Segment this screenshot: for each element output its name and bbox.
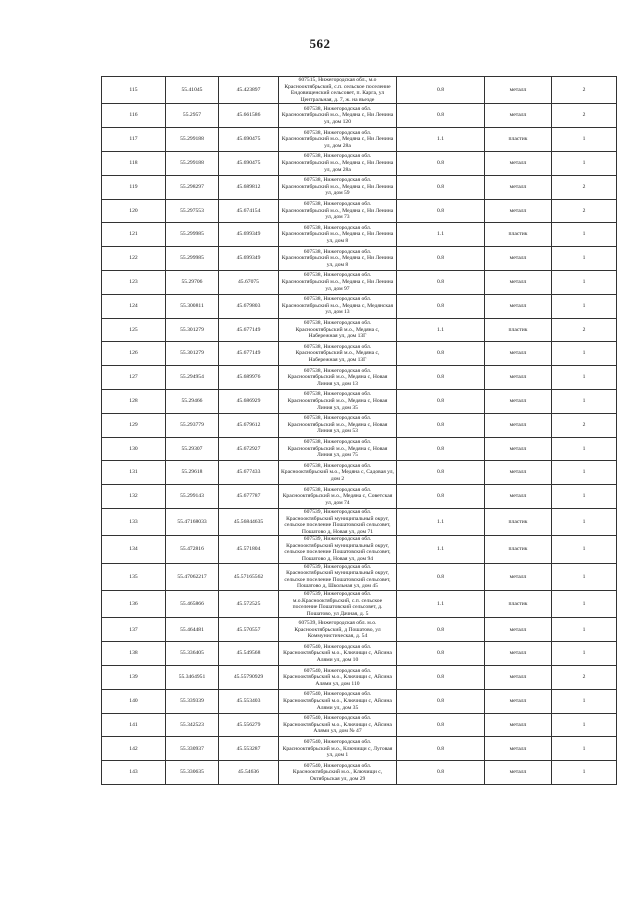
longitude-cell: 45.689976: [219, 366, 279, 390]
row-number: 125: [102, 318, 166, 342]
table-row: [102, 294, 617, 318]
material-cell: металл: [485, 713, 552, 737]
material-cell: металл: [485, 151, 552, 175]
page-number: 562: [309, 36, 331, 51]
table-row: [102, 77, 617, 104]
latitude-cell: 55.299985: [166, 223, 219, 247]
address-cell: 607538, Нижегородская обл. Краснооктябрьский м.о., Медяна с, Ни Ленина ул, дом 73: [279, 199, 397, 223]
count-cell: 1: [552, 761, 617, 785]
address-cell: 607538, Нижегородская обл. Краснооктябрьский м.о., Медяна с, Набережная ул, дом 13Г: [279, 318, 397, 342]
volume-cell: 0.8: [397, 737, 485, 761]
count-cell: 1: [552, 508, 617, 535]
latitude-cell: 55.300811: [166, 294, 219, 318]
latitude-cell: 55.41045: [166, 77, 219, 104]
latitude-cell: 55.47168033: [166, 508, 219, 535]
count-cell: 2: [552, 77, 617, 104]
longitude-cell: 45.677787: [219, 485, 279, 509]
table-row: [102, 461, 617, 485]
latitude-cell: 55.29706: [166, 270, 219, 294]
latitude-cell: 55.301279: [166, 342, 219, 366]
count-cell: 1: [552, 366, 617, 390]
longitude-cell: 45.571804: [219, 536, 279, 563]
row-number: 127: [102, 366, 166, 390]
material-cell: металл: [485, 175, 552, 199]
material-cell: металл: [485, 761, 552, 785]
count-cell: 1: [552, 270, 617, 294]
table-row: [102, 508, 617, 535]
volume-cell: 0.8: [397, 366, 485, 390]
material-cell: пластик: [485, 223, 552, 247]
table-row: [102, 151, 617, 175]
material-cell: пластик: [485, 128, 552, 152]
material-cell: металл: [485, 389, 552, 413]
row-number: 129: [102, 413, 166, 437]
address-cell: 607540, Нижегородская обл. Краснооктябрьский м.о., Ключищи с, Айсина Алями ул, дом № 47: [279, 713, 397, 737]
address-cell: 607539, Нижегородская обл. Краснооктябрьский муниципальный округ, сельское поселение Пошатовский сельсовет, Пошатово д, Новая ул, дом 71: [279, 508, 397, 535]
count-cell: 1: [552, 223, 617, 247]
material-cell: металл: [485, 618, 552, 642]
material-cell: металл: [485, 294, 552, 318]
table-row: [102, 689, 617, 713]
volume-cell: 0.8: [397, 151, 485, 175]
volume-cell: 0.8: [397, 342, 485, 366]
volume-cell: 0.8: [397, 437, 485, 461]
count-cell: 1: [552, 128, 617, 152]
material-cell: металл: [485, 199, 552, 223]
table-row: [102, 437, 617, 461]
table-row: [102, 536, 617, 563]
row-number: 115: [102, 77, 166, 104]
volume-cell: 1.1: [397, 536, 485, 563]
address-cell: 607538, Нижегородская обл. Краснооктябрьский м.о., Медяна с, Новая Линия ул, дом 53: [279, 413, 397, 437]
latitude-cell: 55.298297: [166, 175, 219, 199]
longitude-cell: 45.56844635: [219, 508, 279, 535]
count-cell: 1: [552, 294, 617, 318]
longitude-cell: 45.677149: [219, 342, 279, 366]
table-row: [102, 642, 617, 666]
address-cell: 607538, Нижегородская обл. Краснооктябрьский м.о., Медяна с, Набережная ул, дом 13Г: [279, 342, 397, 366]
volume-cell: 0.8: [397, 563, 485, 590]
latitude-cell: 55.330937: [166, 737, 219, 761]
material-cell: металл: [485, 342, 552, 366]
row-number: 123: [102, 270, 166, 294]
latitude-cell: 55.301279: [166, 318, 219, 342]
volume-cell: 0.8: [397, 294, 485, 318]
row-number: 120: [102, 199, 166, 223]
row-number: 119: [102, 175, 166, 199]
address-cell: 607540, Нижегородская обл. Краснооктябрьский м.о., Ключищи с, Айсина Алями ул, дом 35: [279, 689, 397, 713]
count-cell: 1: [552, 437, 617, 461]
address-cell: 607515, Нижегородская обл., м.о Краснооктябрьский, с.п. сельское поселение Ендовищенский сельсовет, п. Карга, ул Центральная, д. 7, ж. на въезде: [279, 77, 397, 104]
material-cell: металл: [485, 689, 552, 713]
longitude-cell: 45.423897: [219, 77, 279, 104]
latitude-cell: 55.47062217: [166, 563, 219, 590]
volume-cell: 0.8: [397, 618, 485, 642]
count-cell: 1: [552, 713, 617, 737]
address-cell: 607538, Нижегородская обл. Краснооктябрьский м.о., Медяна с, Ни Ленина ул, дом 120: [279, 104, 397, 128]
address-cell: 607538, Нижегородская обл. Краснооктябрьский м.о., Медяна с, Ни Ленина ул, дом 28а: [279, 128, 397, 152]
count-cell: 1: [552, 618, 617, 642]
row-number: 121: [102, 223, 166, 247]
latitude-cell: 55.342523: [166, 713, 219, 737]
row-number: 122: [102, 247, 166, 271]
material-cell: металл: [485, 270, 552, 294]
latitude-cell: 55.3464951: [166, 666, 219, 690]
longitude-cell: 45.572525: [219, 591, 279, 618]
row-number: 128: [102, 389, 166, 413]
volume-cell: 0.8: [397, 247, 485, 271]
row-number: 130: [102, 437, 166, 461]
count-cell: 1: [552, 642, 617, 666]
volume-cell: 0.8: [397, 199, 485, 223]
material-cell: металл: [485, 247, 552, 271]
address-cell: 607539, Нижегородская обл. Краснооктябрьский муниципальный округ, сельское поселение Пошатовский сельсовет, Пошатово д, Школьная ул, дом 45: [279, 563, 397, 590]
address-cell: 607538, Нижегородская обл. Краснооктябрьский м.о., Медяна с, Ни Ленина ул, дом 59: [279, 175, 397, 199]
latitude-cell: 55.330635: [166, 761, 219, 785]
address-cell: 607538, Нижегородская обл. Краснооктябрьский м.о., Медяна с, Ни Ленина ул, дом 8: [279, 247, 397, 271]
table-row: [102, 413, 617, 437]
latitude-cell: 55.2957: [166, 104, 219, 128]
latitude-cell: 55.29466: [166, 389, 219, 413]
address-cell: 607540, Нижегородская обл. Краснооктябрьский м.о., Ключищи с, Луговая ул, дом 1: [279, 737, 397, 761]
longitude-cell: 45.677149: [219, 318, 279, 342]
latitude-cell: 55.299188: [166, 151, 219, 175]
table-row: [102, 104, 617, 128]
count-cell: 1: [552, 536, 617, 563]
row-number: 132: [102, 485, 166, 509]
longitude-cell: 45.677433: [219, 461, 279, 485]
address-cell: 607539, Нижегородская обл. м.о.Краснооктябрьский, с.п. сельское поселение Пошатовский сельсовет, д. Пошатово, ул Дачная, д. 5: [279, 591, 397, 618]
latitude-cell: 55.294954: [166, 366, 219, 390]
row-number: 124: [102, 294, 166, 318]
table-row: [102, 666, 617, 690]
count-cell: 2: [552, 666, 617, 690]
volume-cell: 1.1: [397, 591, 485, 618]
longitude-cell: 45.661586: [219, 104, 279, 128]
table-row: [102, 389, 617, 413]
address-cell: 607538, Нижегородская обл. Краснооктябрьский м.о., Медяна с, Новая Линия ул, дом 75: [279, 437, 397, 461]
latitude-cell: 55.29618: [166, 461, 219, 485]
material-cell: металл: [485, 485, 552, 509]
address-cell: 607540, Нижегородская обл. Краснооктябрьский м.о., Ключищи с, Айсина Алями ул, дом 110: [279, 666, 397, 690]
row-number: 131: [102, 461, 166, 485]
count-cell: 1: [552, 563, 617, 590]
latitude-cell: 55.464481: [166, 618, 219, 642]
table-row: [102, 223, 617, 247]
address-cell: 607539, Нижегородская обл. м.о. Краснооктябрьский, д Пошатово, ул Коммунистическая, д. 54: [279, 618, 397, 642]
material-cell: металл: [485, 437, 552, 461]
material-cell: металл: [485, 77, 552, 104]
table-row: [102, 737, 617, 761]
count-cell: 2: [552, 199, 617, 223]
row-number: 138: [102, 642, 166, 666]
count-cell: 1: [552, 247, 617, 271]
material-cell: металл: [485, 642, 552, 666]
address-cell: 607538, Нижегородская обл. Краснооктябрьский м.о., Медяна с, Ни Ленина ул, дом 28а: [279, 151, 397, 175]
volume-cell: 1.1: [397, 508, 485, 535]
address-cell: 607538, Нижегородская обл. Краснооктябрьский м.о., Медяна с, Новая Линия ул, дом 13: [279, 366, 397, 390]
volume-cell: 1.1: [397, 318, 485, 342]
longitude-cell: 45.553403: [219, 689, 279, 713]
material-cell: металл: [485, 366, 552, 390]
material-cell: пластик: [485, 318, 552, 342]
longitude-cell: 45.679612: [219, 413, 279, 437]
count-cell: 1: [552, 485, 617, 509]
volume-cell: 1.1: [397, 128, 485, 152]
row-number: 141: [102, 713, 166, 737]
material-cell: металл: [485, 563, 552, 590]
address-cell: 607538, Нижегородская обл. Краснооктябрьский м.о., Медяна с, Ни Ленина ул, дом 8: [279, 223, 397, 247]
volume-cell: 0.8: [397, 666, 485, 690]
latitude-cell: 55.293779: [166, 413, 219, 437]
address-cell: 607538, Нижегородская обл. Краснооктябрьский м.о., Медяна с, Ни Ленина ул, дом 97: [279, 270, 397, 294]
table-row: [102, 270, 617, 294]
longitude-cell: 45.553287: [219, 737, 279, 761]
count-cell: 1: [552, 737, 617, 761]
volume-cell: 0.8: [397, 713, 485, 737]
material-cell: металл: [485, 413, 552, 437]
material-cell: пластик: [485, 536, 552, 563]
count-cell: 1: [552, 151, 617, 175]
row-number: 126: [102, 342, 166, 366]
material-cell: металл: [485, 666, 552, 690]
row-number: 134: [102, 536, 166, 563]
table-row: [102, 366, 617, 390]
longitude-cell: 45.55790929: [219, 666, 279, 690]
material-cell: пластик: [485, 508, 552, 535]
address-cell: 607538, Нижегородская обл. Краснооктябрьский м.о., Медяна с, Новая Линия ул, дом 35: [279, 389, 397, 413]
table-row: [102, 563, 617, 590]
longitude-cell: 45.689812: [219, 175, 279, 199]
count-cell: 1: [552, 461, 617, 485]
address-cell: 607538, Нижегородская обл. Краснооктябрьский м.о., Медяна с, Советская ул, дом 74: [279, 485, 397, 509]
volume-cell: 0.8: [397, 761, 485, 785]
row-number: 143: [102, 761, 166, 785]
volume-cell: 0.8: [397, 270, 485, 294]
material-cell: металл: [485, 461, 552, 485]
count-cell: 2: [552, 413, 617, 437]
row-number: 142: [102, 737, 166, 761]
volume-cell: 0.8: [397, 642, 485, 666]
material-cell: металл: [485, 104, 552, 128]
longitude-cell: 45.556279: [219, 713, 279, 737]
volume-cell: 0.8: [397, 104, 485, 128]
longitude-cell: 45.699349: [219, 223, 279, 247]
volume-cell: 0.8: [397, 461, 485, 485]
volume-cell: 1.1: [397, 223, 485, 247]
row-number: 133: [102, 508, 166, 535]
volume-cell: 0.8: [397, 689, 485, 713]
latitude-cell: 55.336405: [166, 642, 219, 666]
row-number: 135: [102, 563, 166, 590]
count-cell: 1: [552, 689, 617, 713]
volume-cell: 0.8: [397, 77, 485, 104]
table-row: [102, 175, 617, 199]
longitude-cell: 45.549568: [219, 642, 279, 666]
row-number: 116: [102, 104, 166, 128]
material-cell: пластик: [485, 591, 552, 618]
table-row: [102, 199, 617, 223]
row-number: 118: [102, 151, 166, 175]
longitude-cell: 45.54636: [219, 761, 279, 785]
longitude-cell: 45.679803: [219, 294, 279, 318]
address-cell: 607538, Нижегородская обл. Краснооктябрьский м.о., Медяна с, Садовая ул, дом 2: [279, 461, 397, 485]
latitude-cell: 55.299143: [166, 485, 219, 509]
table-row: [102, 761, 617, 785]
table-body: [102, 77, 617, 785]
longitude-cell: 45.672927: [219, 437, 279, 461]
address-cell: 607540, Нижегородская обл. Краснооктябрьский м.о., Ключищи с, Айсина Алями ул, дом 10: [279, 642, 397, 666]
longitude-cell: 45.686929: [219, 389, 279, 413]
row-number: 137: [102, 618, 166, 642]
count-cell: 1: [552, 342, 617, 366]
address-cell: 607538, Нижегородская обл. Краснооктябрьский м.о., Медяна с, Медянская ул, дом 13: [279, 294, 397, 318]
count-cell: 2: [552, 104, 617, 128]
latitude-cell: 55.472816: [166, 536, 219, 563]
row-number: 136: [102, 591, 166, 618]
container-sites-table: [101, 76, 617, 785]
volume-cell: 0.8: [397, 485, 485, 509]
volume-cell: 0.8: [397, 413, 485, 437]
table-row: [102, 318, 617, 342]
volume-cell: 0.8: [397, 389, 485, 413]
table-row: [102, 247, 617, 271]
longitude-cell: 45.570557: [219, 618, 279, 642]
latitude-cell: 55.297553: [166, 199, 219, 223]
latitude-cell: 55.29307: [166, 437, 219, 461]
latitude-cell: 55.299188: [166, 128, 219, 152]
longitude-cell: 45.57165562: [219, 563, 279, 590]
longitude-cell: 45.690475: [219, 151, 279, 175]
count-cell: 2: [552, 175, 617, 199]
row-number: 117: [102, 128, 166, 152]
table-row: [102, 713, 617, 737]
address-cell: 607540, Нижегородская обл. Краснооктябрьский м.о., Ключищи с, Октябрьская ул, дом 29: [279, 761, 397, 785]
longitude-cell: 45.674154: [219, 199, 279, 223]
latitude-cell: 55.465866: [166, 591, 219, 618]
row-number: 140: [102, 689, 166, 713]
longitude-cell: 45.699349: [219, 247, 279, 271]
table-row: [102, 342, 617, 366]
count-cell: 1: [552, 389, 617, 413]
count-cell: 2: [552, 318, 617, 342]
latitude-cell: 55.299985: [166, 247, 219, 271]
table-row: [102, 485, 617, 509]
table-row: [102, 618, 617, 642]
longitude-cell: 45.67075: [219, 270, 279, 294]
address-cell: 607539, Нижегородская обл. Краснооктябрьский муниципальный округ, сельское поселение Пошатовский сельсовет, Пошатово д, Новая ул, дом 94: [279, 536, 397, 563]
table-row: [102, 591, 617, 618]
longitude-cell: 45.690475: [219, 128, 279, 152]
volume-cell: 0.8: [397, 175, 485, 199]
table-row: [102, 128, 617, 152]
count-cell: 1: [552, 591, 617, 618]
row-number: 139: [102, 666, 166, 690]
latitude-cell: 55.339339: [166, 689, 219, 713]
material-cell: металл: [485, 737, 552, 761]
